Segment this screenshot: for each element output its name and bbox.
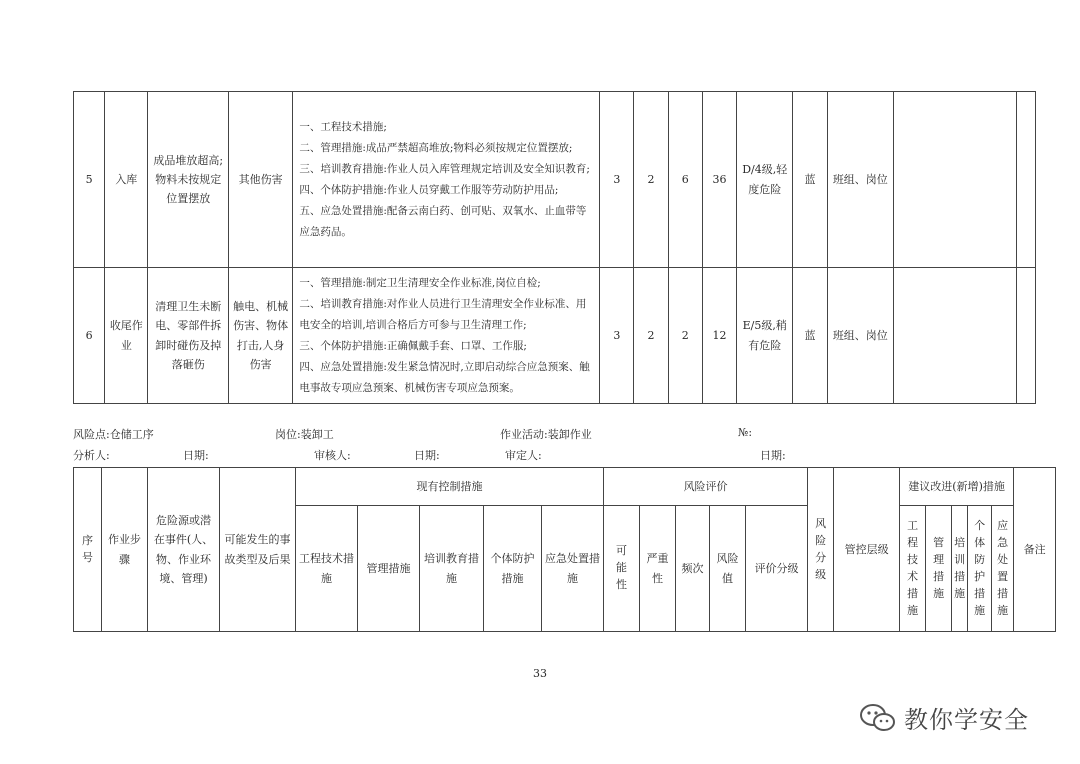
post-label: 岗位:装卸工 <box>275 428 334 441</box>
hazard-cell: 清理卫生未断电、零部件拆卸时碰伤及掉落砸伤 <box>148 268 229 404</box>
accident-cell: 触电、机械伤害、物体打击,人身伤害 <box>228 268 292 404</box>
severity-cell: 2 <box>634 92 668 268</box>
empty-cell <box>1016 268 1035 404</box>
frequency-cell: 2 <box>668 268 702 404</box>
control-level-cell: 班组、岗位 <box>827 268 893 404</box>
wechat-icon <box>858 702 898 734</box>
step-cell: 收尾作业 <box>105 268 148 404</box>
empty-cell <box>894 92 1017 268</box>
seq-cell: 6 <box>74 268 105 404</box>
grade-cell: D/4级,轻度危险 <box>737 92 793 268</box>
measure-line: 一、管理措施:制定卫生清理安全作业标准,岗位自检; <box>299 276 541 289</box>
header-suggested-measures: 建议改进(新增)措施 <box>900 468 1014 506</box>
risk-value-cell: 36 <box>702 92 736 268</box>
hazard-cell: 成品堆放超高;物料未按规定位置摆放 <box>148 92 229 268</box>
severity-cell: 2 <box>634 268 668 404</box>
watermark-text: 教你学安全 <box>904 706 1029 734</box>
activity-label: 作业活动:装卸作业 <box>500 428 592 441</box>
header-remark: 备注 <box>1014 468 1056 632</box>
risk-table-upper <box>73 91 1036 404</box>
likelihood-cell: 3 <box>600 268 634 404</box>
header-seq: 序号 <box>74 468 102 632</box>
reviewer-date-label: 日期: <box>414 449 440 462</box>
header-risk-grade: 风险分级 <box>808 468 834 632</box>
control-level-cell: 班组、岗位 <box>827 92 893 268</box>
header-suggest-management: 管理措施 <box>926 506 952 632</box>
table-row <box>74 268 1036 404</box>
reviewer-label: 审核人: <box>314 449 351 462</box>
color-cell: 蓝 <box>793 92 827 268</box>
header-ppe: 个体防护措施 <box>484 506 542 632</box>
header-risk-evaluation: 风险评价 <box>604 468 808 506</box>
header-frequency: 频次 <box>676 506 710 632</box>
header-management: 管理措施 <box>358 506 420 632</box>
header-evaluation-grade: 评价分级 <box>746 506 808 632</box>
measure-line: 四、应急处置措施:发生紧急情况时,立即启动综合应急预案、触电事故专项应急预案、机械伤害专项应急预案。 <box>299 360 590 394</box>
risk-table-header <box>73 467 1056 632</box>
approver-date-label: 日期: <box>760 449 786 462</box>
empty-cell <box>1016 92 1035 268</box>
measure-line: 四、个体防护措施:作业人员穿戴工作服等劳动防护用品; <box>299 183 559 196</box>
header-emergency: 应急处置措施 <box>542 506 604 632</box>
frequency-cell: 6 <box>668 92 702 268</box>
likelihood-cell: 3 <box>600 92 634 268</box>
measure-line: 二、培训教育措施:对作业人员进行卫生清理安全作业标准、用电安全的培训,培训合格后方可参与卫生清理工作; <box>299 297 587 331</box>
header-suggest-ppe: 个体防护措施 <box>968 506 992 632</box>
header-engineering: 工程技术措施 <box>296 506 358 632</box>
header-training: 培训教育措施 <box>420 506 484 632</box>
approver-label: 审定人: <box>505 449 542 462</box>
header-suggest-training: 培训措施 <box>952 506 968 632</box>
number-label: №: <box>738 426 753 439</box>
table-row <box>74 92 1036 268</box>
watermark <box>858 700 1029 735</box>
page-number: 33 <box>533 667 547 680</box>
risk-point-label: 风险点:仓储工序 <box>73 428 154 441</box>
measure-line: 三、个体防护措施:正确佩戴手套、口罩、工作服; <box>299 339 527 352</box>
measure-line: 五、应急处置措施:配备云南白药、创可贴、双氧水、止血带等应急药品。 <box>299 204 587 238</box>
measure-line: 三、培训教育措施:作业人员入库管理规定培训及安全知识教育; <box>299 162 590 175</box>
header-step: 作业步骤 <box>102 468 148 632</box>
header-likelihood: 可能性 <box>604 506 640 632</box>
measure-line: 一、工程技术措施; <box>299 120 387 133</box>
header-existing-measures: 现有控制措施 <box>296 468 604 506</box>
header-row <box>74 468 1056 506</box>
measures-cell <box>293 268 600 404</box>
header-accident: 可能发生的事故类型及后果 <box>220 468 296 632</box>
analyst-label: 分析人: <box>73 449 110 462</box>
header-suggest-emergency: 应急处置措施 <box>992 506 1014 632</box>
step-cell: 入库 <box>105 92 148 268</box>
grade-cell: E/5级,稍有危险 <box>737 268 793 404</box>
empty-cell <box>894 268 1017 404</box>
header-risk-value: 风险值 <box>710 506 746 632</box>
header-severity: 严重性 <box>640 506 676 632</box>
analyst-date-label: 日期: <box>183 449 209 462</box>
measure-line: 二、管理措施:成品严禁超高堆放;物料必须按规定位置摆放; <box>299 141 573 154</box>
header-suggest-engineering: 工程技术措施 <box>900 506 926 632</box>
accident-cell: 其他伤害 <box>228 92 292 268</box>
color-cell: 蓝 <box>793 268 827 404</box>
header-hazard: 危险源或潜在事件(人、物、作业环境、管理) <box>148 468 220 632</box>
measures-cell <box>293 92 600 268</box>
header-control-level: 管控层级 <box>834 468 900 632</box>
risk-value-cell: 12 <box>702 268 736 404</box>
seq-cell: 5 <box>74 92 105 268</box>
